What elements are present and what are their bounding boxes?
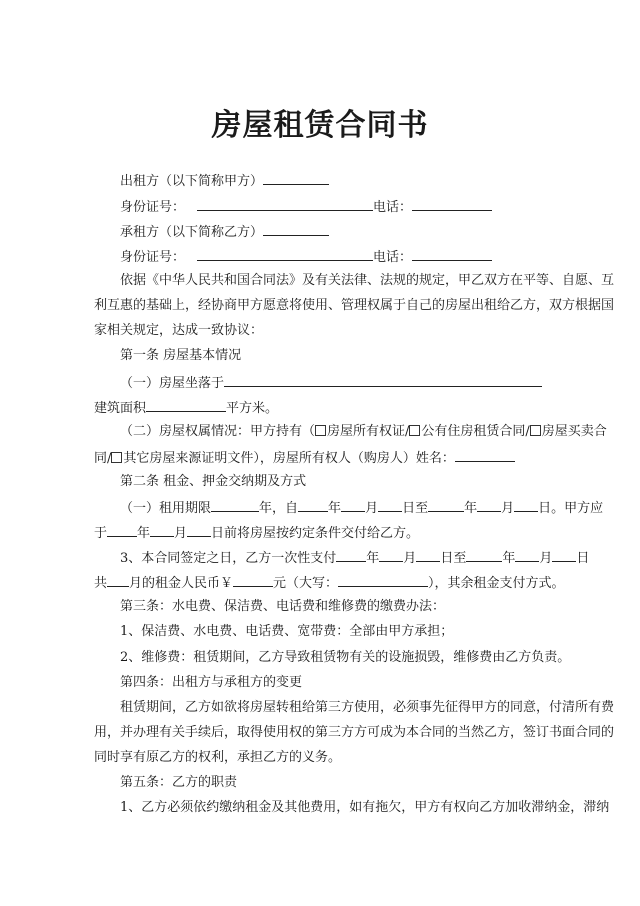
pay-start-year-blank	[336, 549, 366, 562]
lease-term-label: （一）租用期限	[120, 501, 212, 516]
ownership-line-1	[120, 424, 607, 440]
year-word: 年	[464, 501, 478, 516]
article-3-title: 第三条：水电费、保洁费、电话费和维修费的缴费办法：	[120, 599, 446, 614]
lessee-line	[120, 223, 329, 241]
pay-end-month-blank	[515, 549, 539, 562]
end-day-blank	[514, 499, 538, 512]
ownership-label: （二）房屋权属情况：甲方持有（	[120, 424, 316, 439]
lease-term-line	[120, 499, 603, 517]
pay-end-day-blank	[552, 549, 576, 562]
pay-end-year-blank	[466, 549, 502, 562]
location-label: （一）房屋坐落于	[120, 376, 225, 391]
article-2-title: 第二条 租金、押金交纳期及方式	[120, 474, 307, 489]
lessee-name-blank	[263, 223, 329, 236]
months-blank	[107, 574, 129, 587]
start-year-blank	[298, 499, 328, 512]
ownership-line-2	[94, 449, 515, 467]
payment-label: 3、本合同签定之日，乙方一次性支付	[120, 551, 337, 566]
total-word: 共	[94, 576, 108, 591]
checkbox-icon	[111, 452, 122, 463]
month-word: 月	[539, 551, 553, 566]
option-purchase-contract: 房屋买卖合	[541, 424, 607, 439]
start-day-blank	[378, 499, 402, 512]
lessor-label: 出租方（以下简称甲方）	[120, 174, 264, 189]
lessor-line	[120, 172, 329, 190]
delivery-prefix: 于	[94, 526, 108, 541]
article-1-title: 第一条 房屋基本情况	[120, 348, 242, 363]
rent-remaining: ），其余租金支付方式。	[428, 576, 565, 591]
article-3-item-2: 2、维修费：租赁期间，乙方导致租赁物有关的设施损毁，维修费由乙方负责。	[120, 650, 571, 665]
payment-line-1	[120, 549, 589, 567]
lessee-id-label: 身份证号：	[120, 250, 186, 265]
month-word: 月	[365, 501, 379, 516]
lessee-id-blank	[197, 248, 373, 261]
pay-start-day-blank	[416, 549, 440, 562]
location-blank	[224, 374, 542, 387]
month-word: 月	[174, 526, 188, 541]
start-month-blank	[341, 499, 365, 512]
owner-name-blank	[455, 449, 515, 462]
checkbox-icon	[315, 425, 326, 436]
year-word: 年	[259, 501, 273, 516]
article-5-title: 第五条：乙方的职责	[120, 775, 238, 790]
ownership-cont: 同/	[94, 451, 112, 466]
from-word: ，自	[272, 501, 299, 516]
article-5-line-1: 1、乙方必须依约缴纳租金及其他费用，如有拖欠，甲方有权向乙方加收滞纳金，滞纳	[120, 800, 610, 815]
document-title: 房屋租赁合同书	[211, 108, 429, 143]
delivery-line	[94, 524, 419, 542]
payment-line-2	[94, 574, 565, 592]
year-word: 年	[502, 551, 516, 566]
to-word: 至	[415, 501, 429, 516]
rent-label: 月的租金人民币￥	[129, 576, 234, 591]
location-line	[120, 374, 542, 392]
delivery-day-blank	[187, 524, 211, 537]
area-label: 建筑面积	[94, 401, 147, 416]
rent-amount-blank	[233, 574, 273, 587]
lease-years-blank	[211, 499, 259, 512]
lessee-id-line	[120, 248, 492, 266]
day-word: 日	[576, 551, 590, 566]
area-blank	[146, 399, 226, 412]
checkbox-icon	[530, 425, 541, 436]
day-word: 日	[402, 501, 416, 516]
delivery-month-blank	[150, 524, 174, 537]
year-word: 年	[137, 526, 151, 541]
article-4-line-2: 用，并办理有关手续后，取得使用权的第三方方可成为本合同的当然乙方，签订书面合同的	[94, 725, 615, 740]
intro-line-2: 利互惠的基础上，经协商甲方愿意将使用、管理权属于自己的房屋出租给乙方，双方根据国	[94, 298, 615, 313]
delivery-year-blank	[107, 524, 137, 537]
month-word: 月	[403, 551, 417, 566]
lessor-name-blank	[263, 172, 329, 185]
to-word: 至	[453, 551, 467, 566]
rent-words-blank	[338, 574, 428, 587]
article-3-item-1: 1、保洁费、水电费、电话费、宽带费：全部由甲方承担；	[120, 624, 454, 639]
day-word: 日	[440, 551, 454, 566]
pay-start-month-blank	[379, 549, 403, 562]
option-ownership-cert: 房屋所有权证/	[327, 424, 410, 439]
month-word: 月	[501, 501, 515, 516]
intro-line-1: 依据《中华人民共和国合同法》及有关法律、法规的规定，甲乙双方在平等、自愿、互	[120, 273, 615, 288]
lessee-label: 承租方（以下简称乙方）	[120, 225, 264, 240]
rent-unit: 元（大写：	[273, 576, 339, 591]
article-4-line-3: 同时享有原乙方的权利，承担乙方的义务。	[94, 750, 342, 765]
year-word: 年	[366, 551, 380, 566]
checkbox-icon	[409, 425, 420, 436]
area-unit: 平方米。	[226, 401, 279, 416]
option-other-proof: 其它房屋来源证明文件），房屋所有权人（购房人）姓名：	[123, 451, 455, 466]
lessor-id-blank	[197, 198, 373, 211]
area-line	[94, 399, 278, 417]
lessor-id-label: 身份证号：	[120, 200, 186, 215]
lessee-phone-label: 电话：	[373, 250, 413, 265]
delivery-text: 日前将房屋按约定条件交付给乙方。	[211, 526, 420, 541]
lease-end-text: 日。甲方应	[538, 501, 604, 516]
end-month-blank	[477, 499, 501, 512]
lessor-id-line	[120, 198, 492, 216]
end-year-blank	[428, 499, 464, 512]
article-4-line-1: 租赁期间，乙方如欲将房屋转租给第三方使用，必须事先征得甲方的同意，付清所有费	[120, 700, 615, 715]
year-word: 年	[328, 501, 342, 516]
lessor-phone-blank	[412, 198, 492, 211]
option-public-lease: 公有住房租赁合同/	[421, 424, 530, 439]
lessor-phone-label: 电话：	[373, 200, 413, 215]
intro-line-3: 家相关规定，达成一致协议：	[94, 323, 264, 338]
lessee-phone-blank	[412, 248, 492, 261]
article-4-title: 第四条：出租方与承租方的变更	[120, 675, 303, 690]
